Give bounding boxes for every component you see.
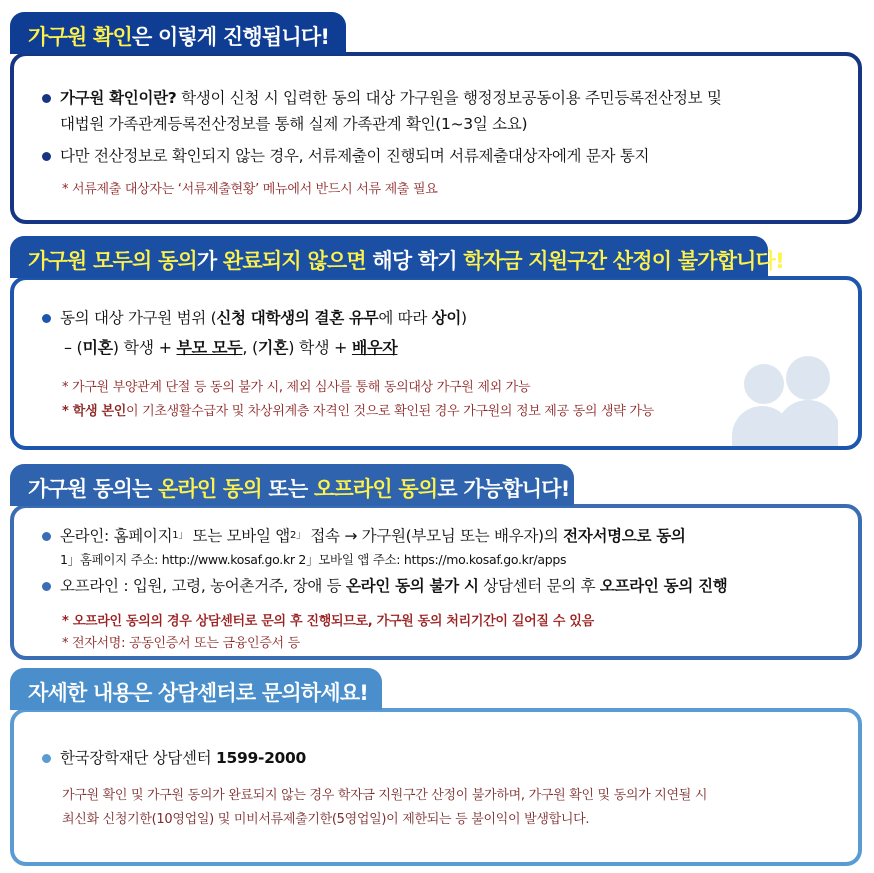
bullet-dot-icon bbox=[42, 152, 51, 161]
people-icon bbox=[728, 356, 838, 446]
section-consent-methods bbox=[0, 464, 874, 664]
section-consent-required bbox=[0, 236, 874, 458]
bullet-text: 다만 전산정보로 확인되지 않는 경우, 서류제출이 진행되며 서류제출대상자에게 문자 통지 bbox=[60, 147, 650, 165]
sub-item: – (미혼) 학생 + 부모 모두, (기혼) 학생 + 배우자 bbox=[64, 338, 398, 357]
bullet-dot-icon bbox=[42, 532, 51, 541]
bullet-bold-text: 가구원 확인이란? bbox=[60, 89, 177, 107]
title-highlight: 가구원 확인 bbox=[28, 25, 132, 49]
footnote: * 서류제출 대상자는 ‘서류제출현황’ 메뉴에서 반드시 서류 제출 필요 bbox=[62, 182, 438, 197]
phone-number: 1599-2000 bbox=[216, 749, 307, 767]
info-line: 가구원 확인 및 가구원 동의가 완료되지 않는 경우 학자금 지원구간 산정이 불가하며, 가구원 확인 및 동의가 지연될 시 bbox=[62, 788, 708, 803]
section-household-check bbox=[0, 0, 874, 228]
section-title bbox=[10, 12, 346, 54]
section-contact bbox=[0, 668, 874, 873]
bullet-text: 학생이 신청 시 입력한 동의 대상 가구원을 행정정보공동이용 주민등록전산정보 및 bbox=[176, 89, 722, 107]
arrow-right-icon: → bbox=[344, 527, 358, 545]
bullet-dot-icon bbox=[42, 314, 51, 323]
bullet-dot-icon bbox=[42, 94, 51, 103]
url-line: 1」홈페이지 주소: http://www.kosaf.go.kr 2」모바일 앱 주소: https://mo.kosaf.go.kr/apps bbox=[60, 552, 567, 567]
section-title: 가구원 모두의 동의가 완료되지 않으면 해당 학기 학자금 지원구간 산정이 불가합니다! bbox=[10, 236, 768, 278]
title-text: 은 이렇게 진행됩니다! bbox=[131, 25, 330, 49]
footnote: * 오프라인 동의의 경우 상담센터로 문의 후 진행되므로, 가구원 동의 처리기간이 길어질 수 있음 bbox=[62, 614, 594, 629]
bullet-dot-icon bbox=[42, 582, 51, 591]
section-title: 가구원 동의는 온라인 동의 또는 오프라인 동의로 가능합니다! bbox=[10, 464, 574, 506]
footnote: * 가구원 부양관계 단절 등 동의 불가 시, 제외 심사를 통해 동의대상 가구원 제외 가능 bbox=[62, 380, 531, 395]
section-box: 한국장학재단 상담센터 1599-2000 가구원 확인 및 가구원 동의가 완료되지 않는 경우 학자금 지원구간 산정이 불가하며, 가구원 확인 및 동의가 지연될 시 최신화 신청기한(10영업일) 및 미비서류제출기한(5영업일)이 제한되는 등 불이익이 발생합니다. bbox=[10, 708, 862, 866]
footnote: * 전자서명: 공동인증서 또는 금융인증서 등 bbox=[62, 636, 300, 651]
bullet-dot-icon bbox=[42, 754, 51, 763]
section-box bbox=[10, 52, 862, 224]
bullet-text: 대법원 가족관계등록전산정보를 통해 실제 가족관계 확인(1~3일 소요) bbox=[60, 115, 528, 133]
info-line: 최신화 신청기한(10영업일) 및 미비서류제출기한(5영업일)이 제한되는 등 불이익이 발생합니다. bbox=[62, 812, 590, 827]
section-box: 동의 대상 가구원 범위 (신청 대학생의 결혼 유무에 따라 상이) – (미혼) 학생 + 부모 모두, (기혼) 학생 + 배우자 * 가구원 부양관계 단절 등 동의 불가 시, 제외 심사를 통해 동의대상 가구원 제외 가능 * 학생 본인이 기초생활수급자 및 차상위계층 자격인 것으로 확인된 경우 가구원의 정보 제공 동의 생략 가능 bbox=[10, 276, 862, 450]
section-box: 온라인: 홈페이지$^{1」}$ 또는 모바일 앱$^{2」}$ 접속 → 가구원(부모님 또는 배우자)의 전자서명으로 동의 1」홈페이지 주소: http://www.kosaf.go.kr 2」모바일 앱 주소: https://mo.kosaf.go.kr/apps 오프라인 : 입원, 고령, 농어촌거주, 장애 등 온라인 동의 불가 시 상담센터 문의 후 오프라인 동의 진행 * 오프라인 동의의 경우 상담센터로 문의 후 진행되므로, 가구원 동의 처리기간이 길어질 수 있음 * 전자서명: 공동인증서 또는 금융인증서 등 bbox=[10, 504, 862, 660]
section-title: 자세한 내용은 상담센터로 문의하세요! bbox=[10, 668, 382, 710]
footnote: * 학생 본인이 기초생활수급자 및 차상위계층 자격인 것으로 확인된 경우 가구원의 정보 제공 동의 생략 가능 bbox=[62, 404, 654, 419]
